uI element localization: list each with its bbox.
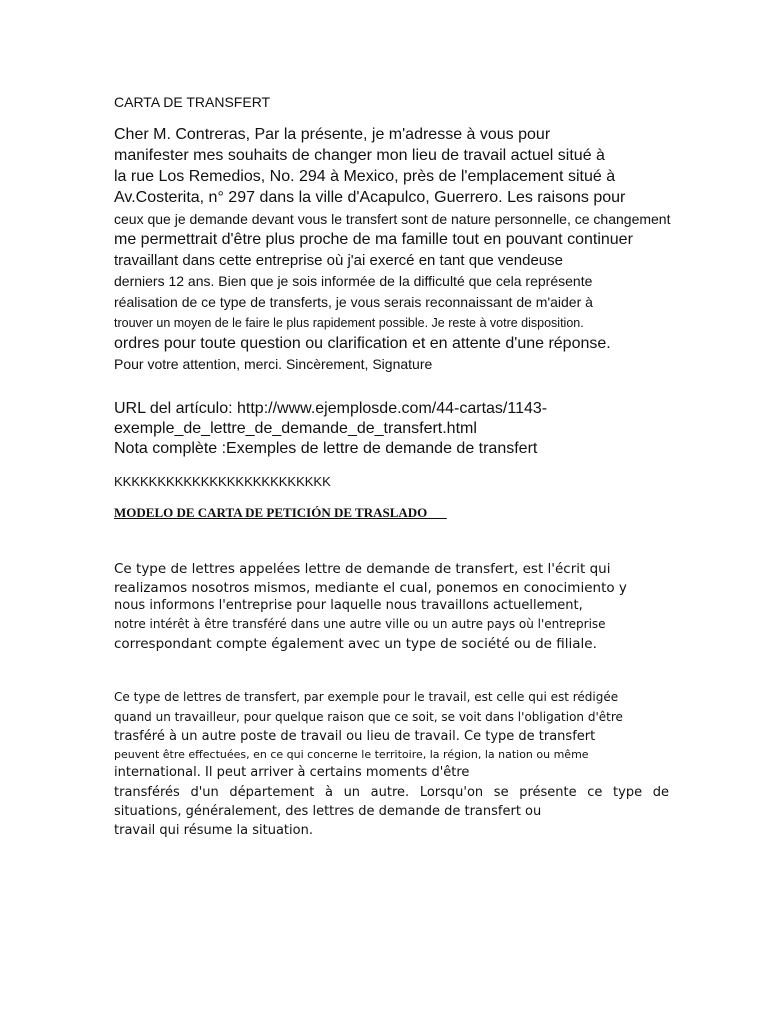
letter-line: la rue Los Remedios, No. 294 à Mexico, près de l'emplacement situé à — [114, 168, 616, 185]
paragraph-line: situations, généralement, des lettres de demande de transfert ou — [114, 804, 542, 819]
paragraph-line: international. Il peut arriver à certains moments d'être — [114, 765, 470, 780]
letter-line: Av.Costerita, n° 297 dans la ville d'Acapulco, Guerrero. Les raisons pour — [114, 189, 626, 206]
paragraph-line: correspondant compte également avec un type de société ou de filiale. — [114, 636, 597, 652]
letter-line: réalisation de ce type de transferts, je vous serais reconnaissant de m'aider à — [114, 294, 593, 310]
letter-line: Cher M. Contreras, Par la présente, je m'adresse à vous pour — [114, 126, 551, 143]
paragraph-line: Ce type de lettres appelées lettre de demande de transfert, est l'écrit qui — [114, 561, 611, 577]
paragraph-line: trasféré à un autre poste de travail ou lieu de travail. Ce type de transfert — [114, 729, 596, 744]
paragraph-line: travail qui résume la situation. — [114, 823, 313, 838]
page-title: CARTA DE TRANSFERT — [114, 94, 271, 110]
letter-line: Pour votre attention, merci. Sincèrement, Signature — [114, 356, 433, 372]
article-url-line: URL del artículo: http://www.ejemplosde.com/44-cartas/1143- — [114, 400, 548, 417]
separator-text: KKKKKKKKKKKKKKKKKKKKKKKKK — [114, 474, 331, 489]
paragraph-line: realizamos nosotros mismos, mediante el cual, ponemos en conocimiento y — [114, 580, 627, 596]
letter-line: travaillant dans cette entreprise où j'ai exercé en tant que vendeuse — [114, 252, 563, 269]
source-note: Nota complète :Exemples de lettre de demande de transfert — [114, 440, 538, 457]
paragraph-line: quand un travailleur, pour quelque raison que ce soit, se voit dans l'obligation d'être — [114, 710, 623, 724]
section-heading: MODELO DE CARTA DE PETICIÓN DE TRASLADO — [114, 505, 447, 520]
paragraph-line: Ce type de lettres de transfert, par exemple pour le travail, est celle qui est rédigée — [114, 690, 619, 704]
paragraph-line: nous informons l'entreprise pour laquelle nous travaillons actuellement, — [114, 598, 583, 613]
paragraph-line: peuvent être effectuées, en ce qui concerne le territoire, la région, la nation ou même — [114, 748, 589, 761]
paragraph-line: notre intérêt à être transféré dans une autre ville ou un autre pays où l'entreprise — [114, 617, 606, 631]
article-url-line: exemple_de_lettre_de_demande_de_transfert.html — [114, 420, 477, 437]
letter-line: trouver un moyen de le faire le plus rapidement possible. Je reste à votre disposition. — [114, 316, 584, 330]
letter-line: ceux que je demande devant vous le transfert sont de nature personnelle, ce changement — [114, 211, 671, 227]
letter-line: derniers 12 ans. Bien que je sois informée de la difficulté que cela représente — [114, 273, 593, 289]
letter-line: me permettrait d'être plus proche de ma famille tout en pouvant continuer — [114, 231, 633, 248]
letter-line: manifester mes souhaits de changer mon lieu de travail actuel situé à — [114, 147, 605, 164]
paragraph-line: transférés d'un département à un autre. Lorsqu'on se présente ce type de — [114, 785, 669, 800]
letter-line: ordres pour toute question ou clarification et en attente d'une réponse. — [114, 335, 611, 352]
